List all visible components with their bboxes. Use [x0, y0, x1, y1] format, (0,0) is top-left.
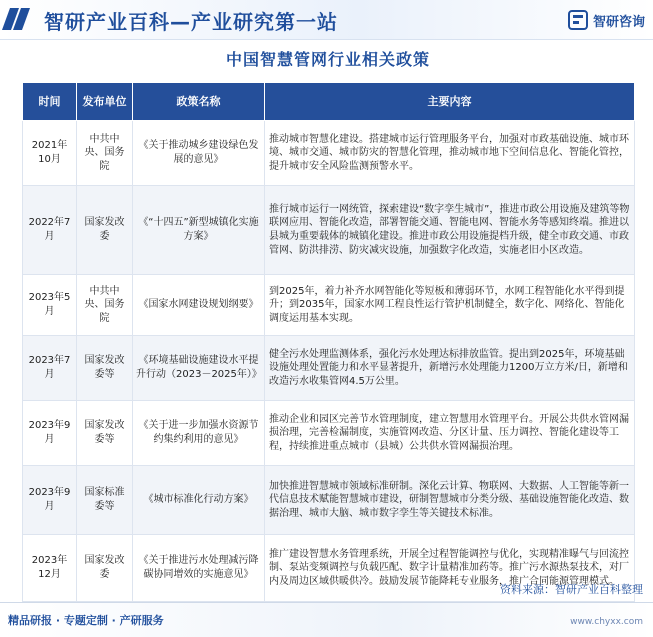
cell-issuer: 中共中央、国务院 — [77, 275, 133, 336]
cell-issuer: 国家发改委 — [77, 186, 133, 275]
table-row — [23, 275, 635, 336]
cell-content: 到2025年，着力补齐水网智能化等短板和薄弱环节，水网工程智能化水平得到提升；到2035年，国家水网工程良性运行管护机制健全，数字化、网络化、智能化调度运用基本实现。 — [265, 275, 635, 336]
brand-name: 智研咨询 — [592, 14, 645, 30]
table-row — [23, 401, 635, 466]
cell-content: 推动企业和园区完善节水管理制度，建立智慧用水管理平台。开展公共供水管网漏损治理，完善检漏制度，实施管网改造、分区计量、压力调控、智能化建设等工程，持续推进重点城市（县城）公共供水管网漏损治理。 — [265, 401, 635, 466]
cell-time: 2022年7月 — [23, 186, 77, 275]
table-row — [23, 121, 635, 186]
site-footer — [0, 583, 653, 637]
cell-issuer: 国家发改委等 — [77, 401, 133, 466]
cell-time: 2023年7月 — [23, 336, 77, 401]
column-header-policy: 政策名称 — [133, 83, 265, 121]
cell-content: 加快推进智慧城市领域标准研制。深化云计算、物联网、大数据、人工智能等新一代信息技术赋能智慧城市建设，研制智慧城市分类分级、基础设施智能化改造、数据治理、城市大脑、城市数字孪生等关键技术标准。 — [265, 466, 635, 535]
cell-policy: 《“十四五”新型城镇化实施方案》 — [133, 186, 265, 275]
table-row — [23, 336, 635, 401]
cell-time: 2021年10月 — [23, 121, 77, 186]
document-content — [22, 44, 634, 602]
column-header-content: 主要内容 — [265, 83, 635, 121]
document-title: 中国智慧管网行业相关政策 — [225, 50, 430, 69]
site-url[interactable]: www.chyxx.com — [570, 617, 643, 627]
cell-issuer: 国家发改委 — [77, 535, 133, 602]
cell-content: 推广建设智慧水务管理系统，开展全过程智能调控与优化，实现精准曝气与回流控制、泵站变频调控与负载匹配、数字计量精准加药等。推广污水源热泵技术，对厂内及周边区域供暖供冷。鼓励发展节能降耗专业服务，推广合同能源管理模式。 — [265, 535, 635, 602]
cell-time: 2023年12月 — [23, 535, 77, 602]
cell-time: 2023年5月 — [23, 275, 77, 336]
cell-time: 2023年9月 — [23, 401, 77, 466]
brand[interactable] — [568, 9, 645, 31]
slash-marks-icon — [6, 8, 36, 32]
cell-issuer: 中共中央、国务院 — [77, 121, 133, 186]
cell-issuer: 国家标准委等 — [77, 466, 133, 535]
cell-policy: 《城市标准化行动方案》 — [133, 466, 265, 535]
site-title: 智研产业百科—产业研究第一站 — [44, 10, 338, 34]
cell-content: 健全污水处理监测体系，强化污水处理达标排放监管。提出到2025年，环境基础设施处理处置能力和水平显著提升，新增污水处理能力1200万立方米/日，新增和改造污水收集管网4.5万公里。 — [265, 336, 635, 401]
table-row — [23, 186, 635, 275]
cell-content: 推动城市智慧化建设。搭建城市运行管理服务平台，加强对市政基础设施、城市环境、城市交通、城市防灾的智慧化管理，推动城市地下空间信息化、智能化管控，提升城市安全风险监测预警水平。 — [265, 121, 635, 186]
cell-time: 2023年9月 — [23, 466, 77, 535]
policy-table — [22, 82, 635, 602]
column-header-issuer: 发布单位 — [77, 83, 133, 121]
cell-content: 推行城市运行一网统管，探索建设“数字孪生城市”，推进市政公用设施及建筑等物联网应用、智能化改造，部署智能交通、智能电网、智能水务等感知终端。推进以县城为重要载体的城镇化建设。推进市政公用设施提档升级，健全市政交通、市政管网、防洪排涝、防灾减灾设施，加强数字化改造，实施老旧小区改造。 — [265, 186, 635, 275]
footer-slogan: 精品研报 · 专题定制 · 产研服务 — [8, 614, 164, 627]
source-note: 资料来源：智研产业百科整理 — [500, 583, 643, 596]
cell-policy: 《关于推进污水处理减污降碳协同增效的实施意见》 — [133, 535, 265, 602]
column-header-time: 时间 — [23, 83, 77, 121]
cell-policy: 《关于进一步加强水资源节约集约利用的意见》 — [133, 401, 265, 466]
table-header-row — [23, 83, 635, 121]
table-row — [23, 466, 635, 535]
cell-policy: 《关于推动城乡建设绿色发展的意见》 — [133, 121, 265, 186]
cell-policy: 《环境基础设施建设水平提升行动（2023－2025年）》 — [133, 336, 265, 401]
cell-issuer: 国家发改委等 — [77, 336, 133, 401]
cell-policy: 《国家水网建设规划纲要》 — [133, 275, 265, 336]
site-header — [0, 0, 653, 40]
chart-report-icon — [568, 10, 588, 30]
